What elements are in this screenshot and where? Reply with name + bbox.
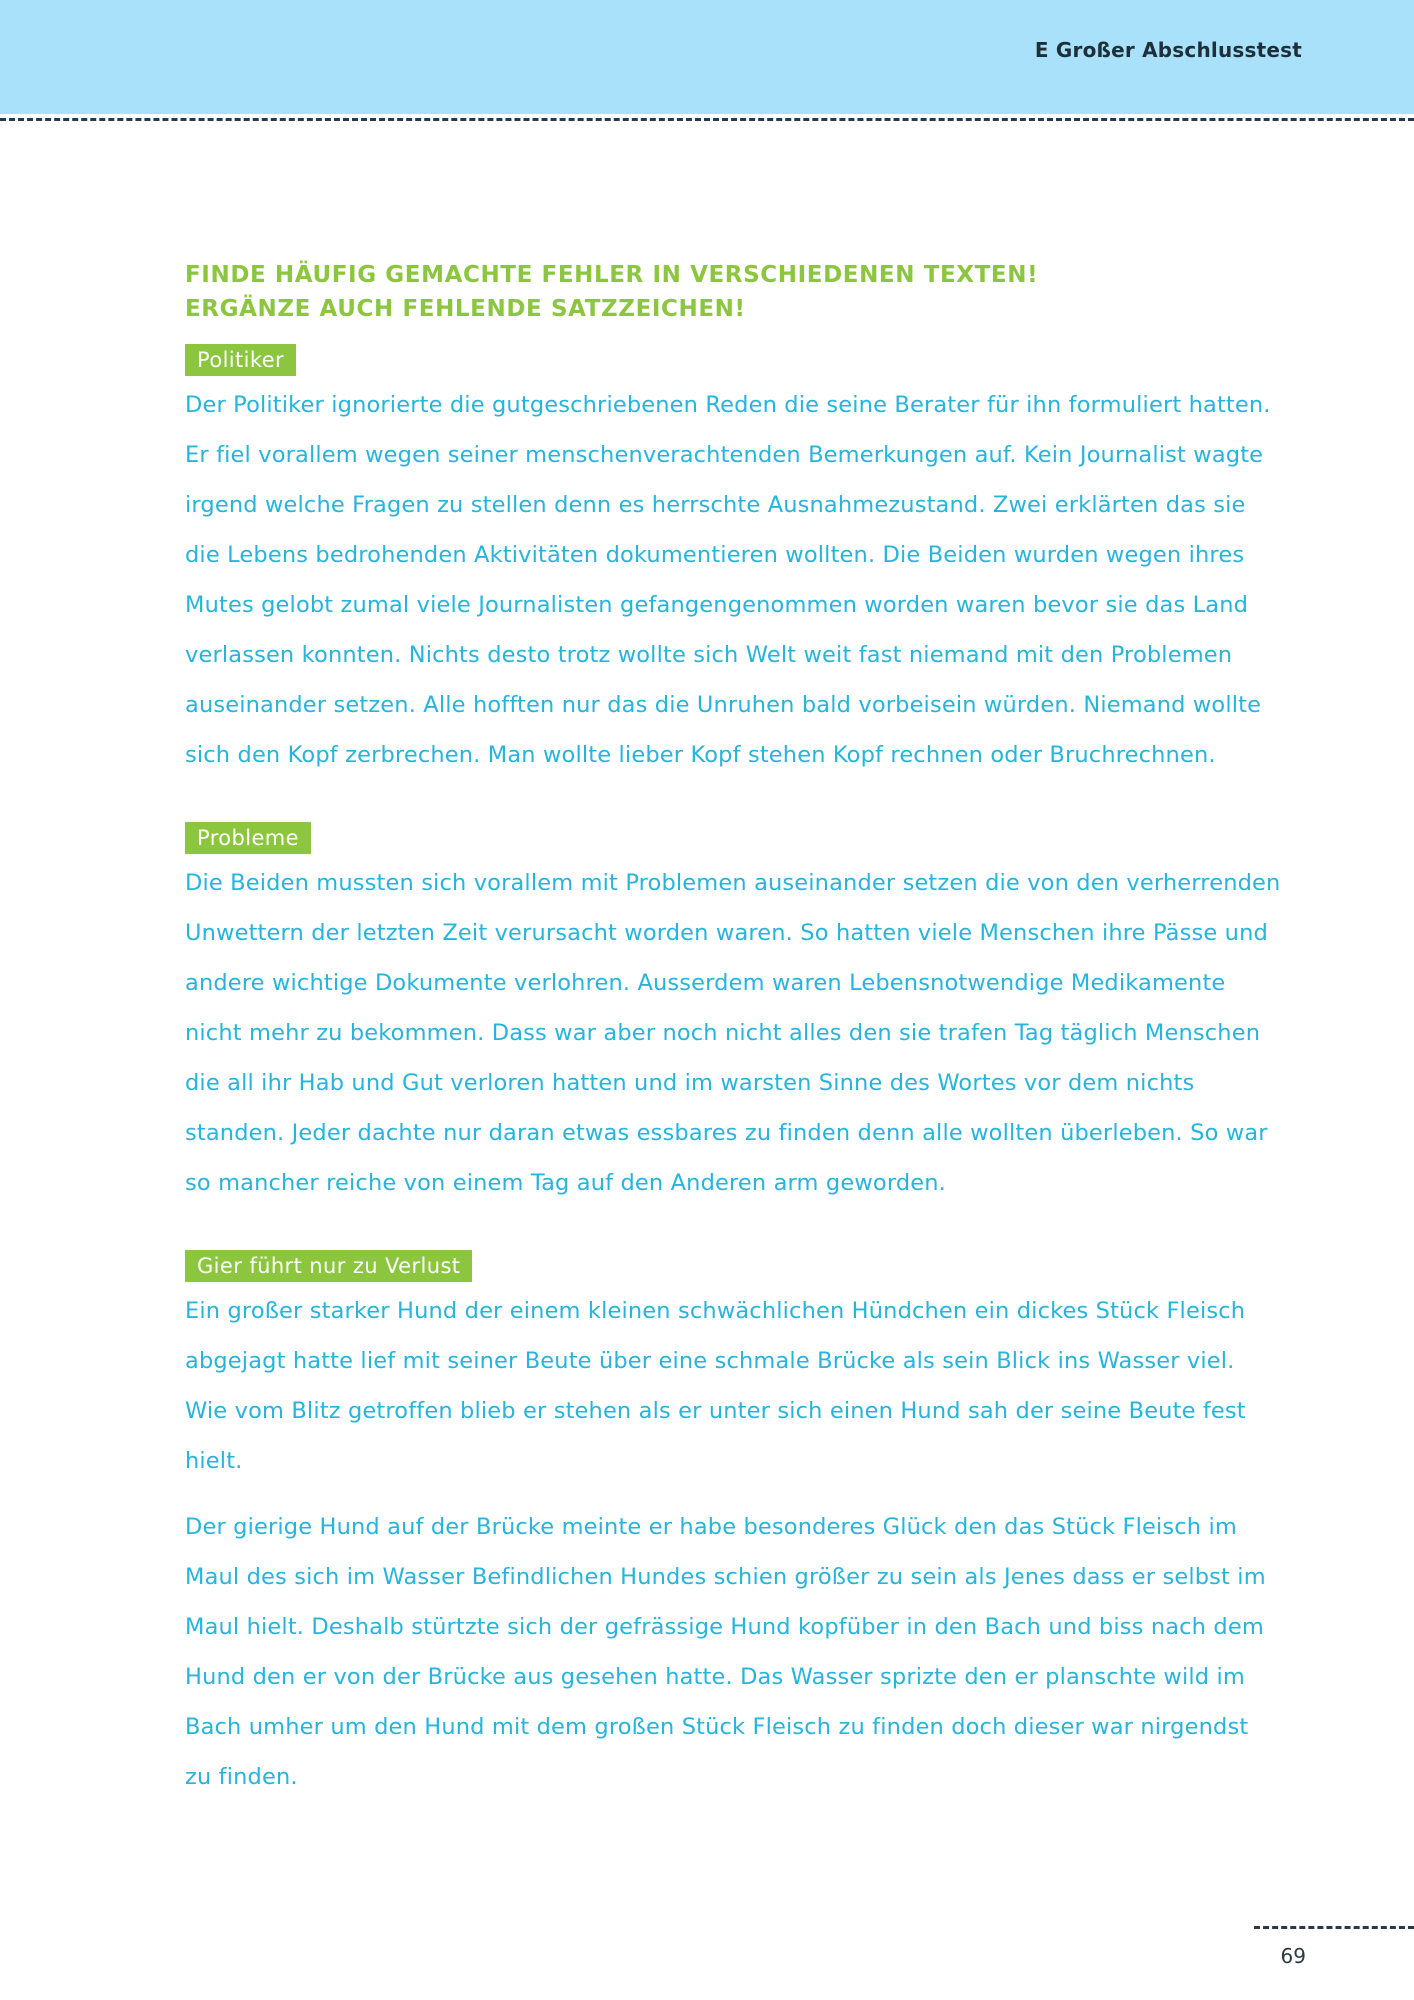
- header-divider: [0, 118, 1414, 121]
- text-line: so mancher reiche von einem Tag auf den Anderen arm geworden.: [185, 1170, 946, 1196]
- section-label: Politiker: [185, 344, 296, 376]
- text-line: Maul des sich im Wasser Befindlichen Hundes schien größer zu sein als Jenes dass er selbst im: [185, 1564, 1266, 1590]
- text-line: Ein großer starker Hund der einem kleinen schwächlichen Hündchen ein dickes Stück Fleisch: [185, 1298, 1246, 1324]
- text-line: Die Beiden mussten sich vorallem mit Problemen auseinander setzen die von den verherrenden: [185, 870, 1281, 896]
- page-content: [185, 258, 1315, 1802]
- text-paragraph: [185, 380, 1315, 780]
- chapter-title: E Großer Abschlusstest: [1034, 38, 1302, 62]
- section-label: Gier führt nur zu Verlust: [185, 1250, 472, 1282]
- text-line: die all ihr Hab und Gut verloren hatten und im warsten Sinne des Wortes vor dem nichts: [185, 1070, 1195, 1096]
- text-line: andere wichtige Dokumente verlohren. Ausserdem waren Lebensnotwendige Medikamente: [185, 970, 1226, 996]
- text-line: Unwettern der letzten Zeit verursacht worden waren. So hatten viele Menschen ihre Pässe und: [185, 920, 1268, 946]
- section-probleme: [185, 822, 1315, 1208]
- instruction-line: FINDE HÄUFIG GEMACHTE FEHLER IN VERSCHIEDENEN TEXTEN!: [185, 262, 1039, 288]
- text-line: abgejagt hatte lief mit seiner Beute über eine schmale Brücke als sein Blick ins Wasser viel.: [185, 1348, 1235, 1374]
- exercise-instructions: [185, 258, 1315, 326]
- section-politiker: [185, 344, 1315, 780]
- text-line: verlassen konnten. Nichts desto trotz wollte sich Welt weit fast niemand mit den Problemen: [185, 642, 1233, 668]
- text-line: nicht mehr zu bekommen. Dass war aber noch nicht alles den sie trafen Tag täglich Menschen: [185, 1020, 1261, 1046]
- text-line: Maul hielt. Deshalb stürtzte sich der gefrässige Hund kopfüber in den Bach und biss nach dem: [185, 1614, 1264, 1640]
- text-line: Der gierige Hund auf der Brücke meinte er habe besonderes Glück den das Stück Fleisch im: [185, 1514, 1237, 1540]
- section-gier: [185, 1250, 1315, 1802]
- text-line: Bach umher um den Hund mit dem großen Stück Fleisch zu finden doch dieser war nirgendst: [185, 1714, 1249, 1740]
- text-line: Hund den er von der Brücke aus gesehen hatte. Das Wasser sprizte den er planschte wild im: [185, 1664, 1245, 1690]
- text-line: zu finden.: [185, 1764, 298, 1790]
- text-line: Der Politiker ignorierte die gutgeschriebenen Reden die seine Berater für ihn formuliert hatten.: [185, 392, 1271, 418]
- text-line: auseinander setzen. Alle hofften nur das die Unruhen bald vorbeisein würden. Niemand wollte: [185, 692, 1262, 718]
- text-line: irgend welche Fragen zu stellen denn es herrschte Ausnahmezustand. Zwei erklärten das sie: [185, 492, 1246, 518]
- text-line: sich den Kopf zerbrechen. Man wollte lieber Kopf stehen Kopf rechnen oder Bruchrechnen.: [185, 742, 1216, 768]
- text-line: Er fiel vorallem wegen seiner menschenverachtenden Bemerkungen auf. Kein Journalist wagte: [185, 442, 1264, 468]
- text-line: hielt.: [185, 1448, 243, 1474]
- text-line: die Lebens bedrohenden Aktivitäten dokumentieren wollten. Die Beiden wurden wegen ihres: [185, 542, 1245, 568]
- section-label: Probleme: [185, 822, 311, 854]
- instruction-line: ERGÄNZE AUCH FEHLENDE SATZZEICHEN!: [185, 296, 746, 322]
- text-paragraph: [185, 858, 1315, 1208]
- text-line: Wie vom Blitz getroffen blieb er stehen als er unter sich einen Hund sah der seine Beute fest: [185, 1398, 1246, 1424]
- footer-divider: [1254, 1926, 1414, 1929]
- text-line: standen. Jeder dachte nur daran etwas essbares zu finden denn alle wollten überleben. So war: [185, 1120, 1268, 1146]
- text-paragraph: [185, 1286, 1315, 1486]
- page-number: 69: [1280, 1944, 1306, 1968]
- text-paragraph: [185, 1502, 1315, 1802]
- header-band: [0, 0, 1414, 114]
- text-line: Mutes gelobt zumal viele Journalisten gefangengenommen worden waren bevor sie das Land: [185, 592, 1249, 618]
